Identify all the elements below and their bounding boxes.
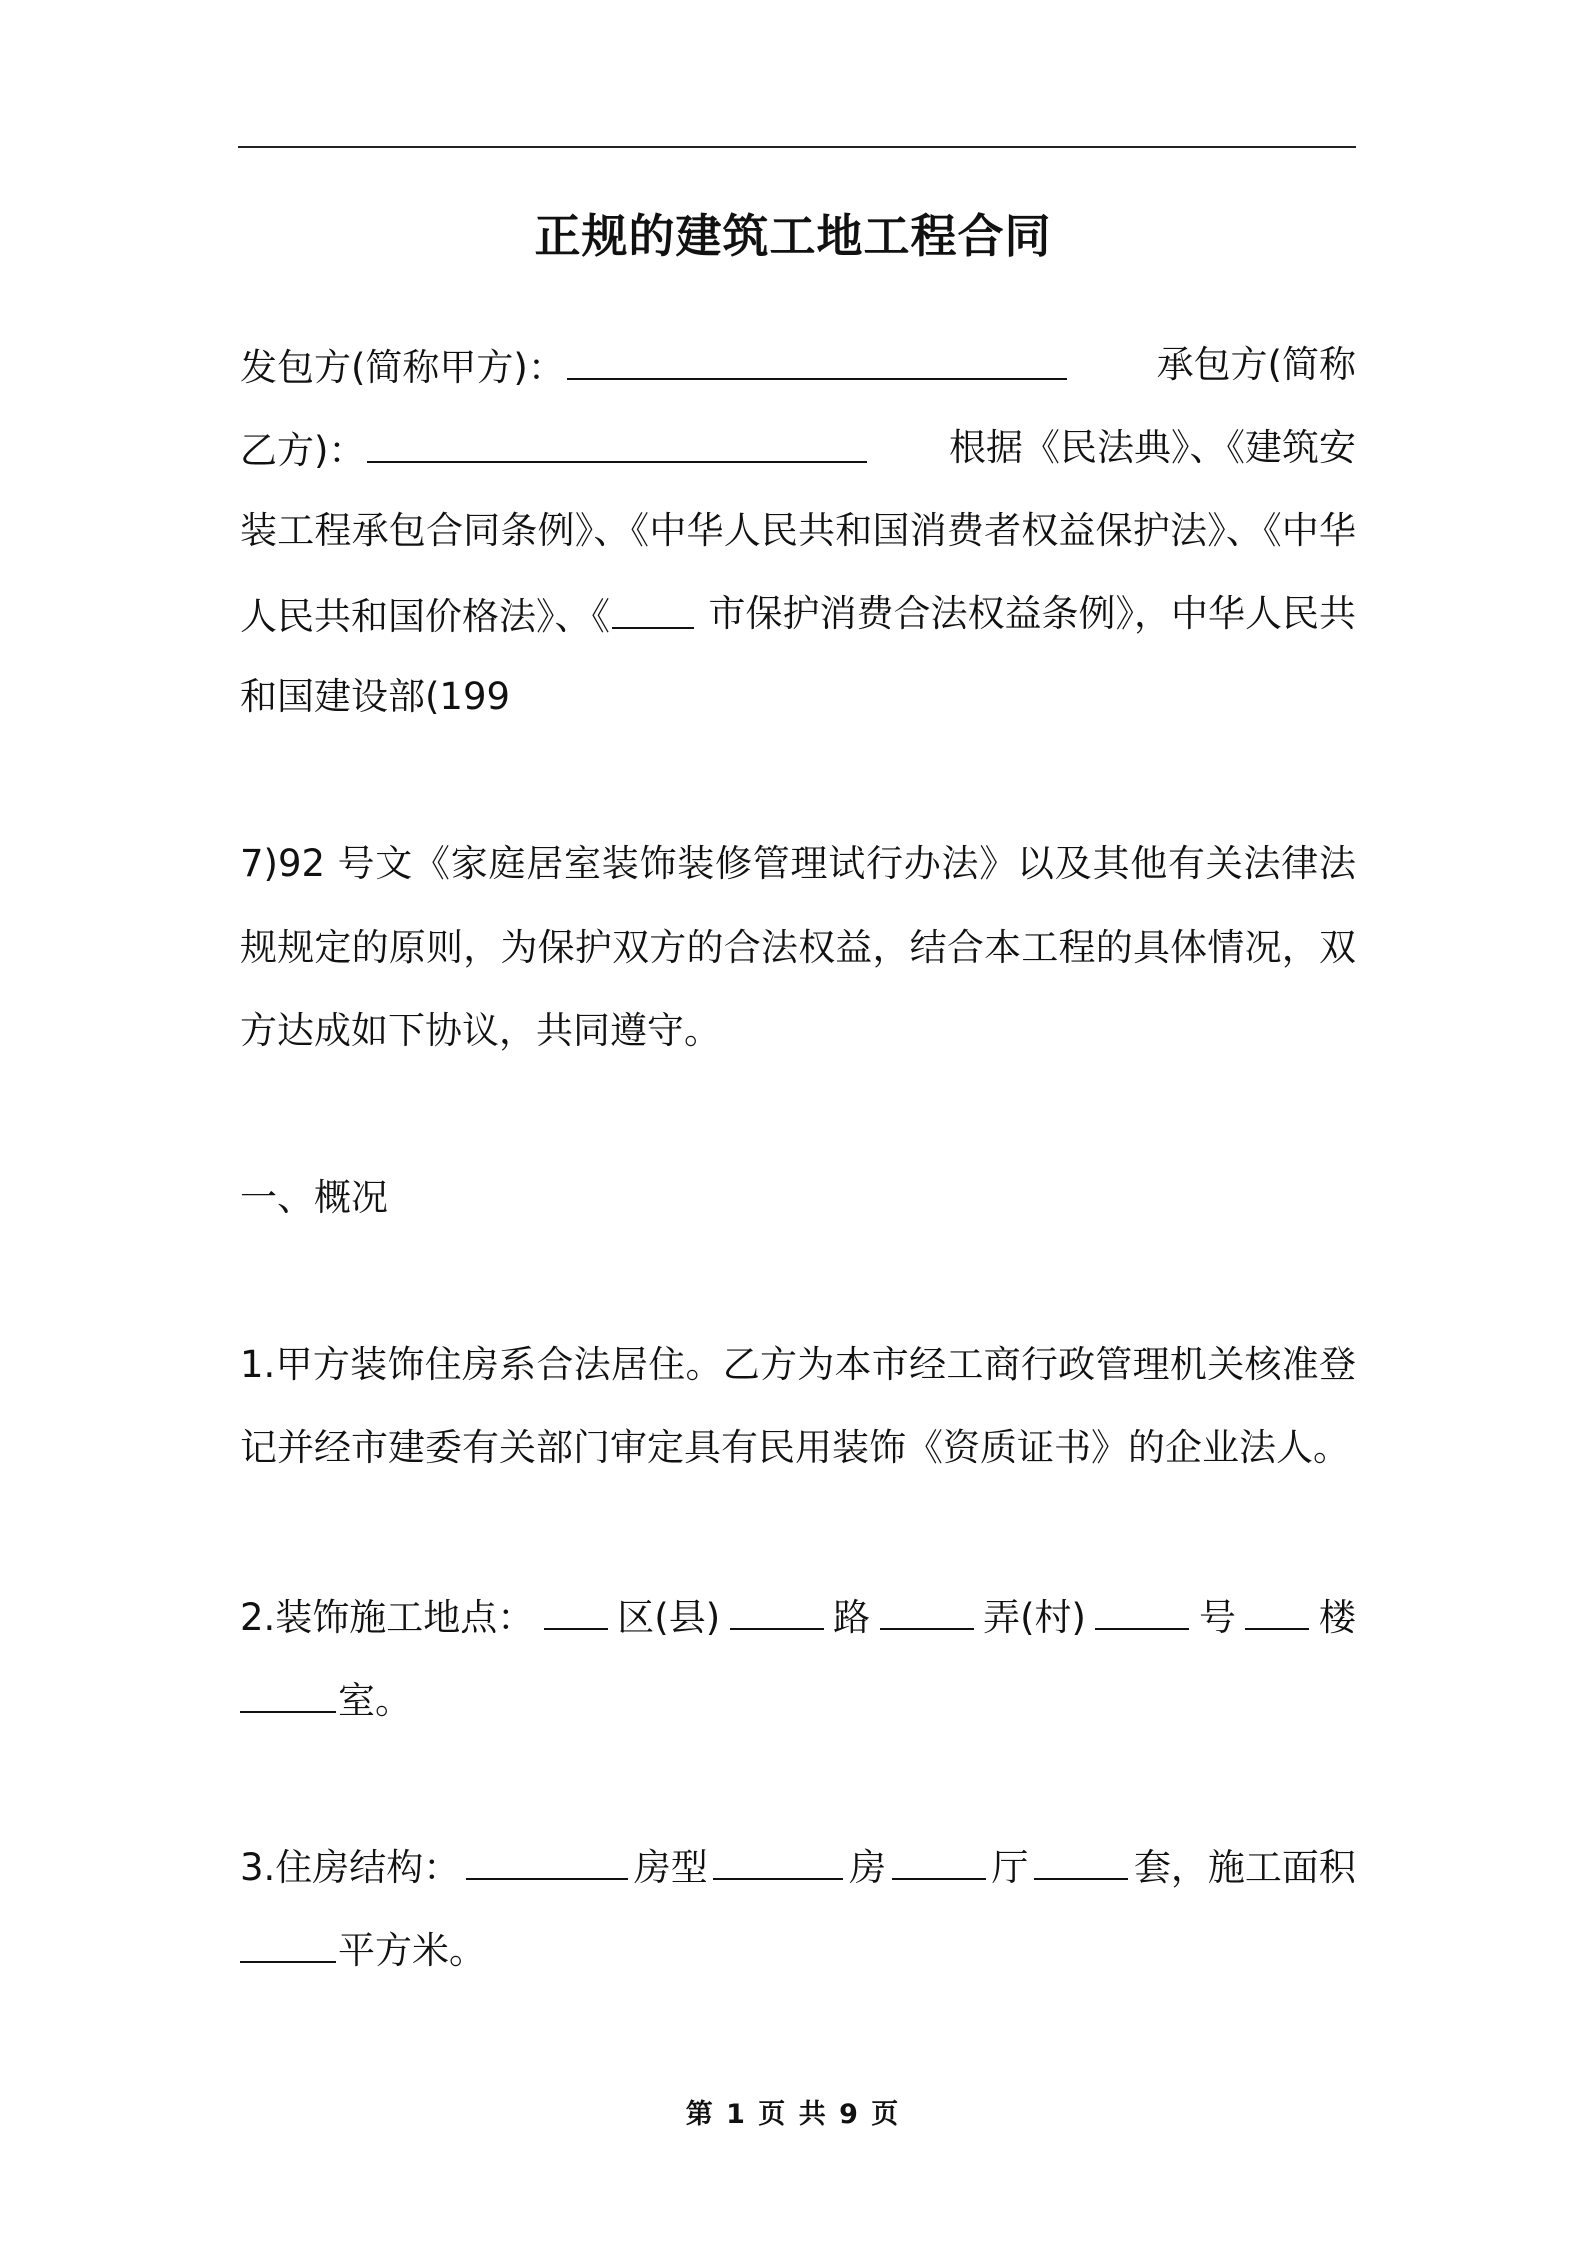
item-2-number: 号 <box>1198 1596 1236 1639</box>
item-1-line-1: 1.甲方装饰住房系合法居住。乙方为本市经工商行政管理机关核准登 <box>240 1343 1356 1386</box>
structure-blank <box>466 1840 628 1880</box>
item-3-type: 房型 <box>633 1846 708 1889</box>
lane-blank <box>880 1590 974 1630</box>
item-2-lane: 弄(村) <box>983 1596 1086 1639</box>
item-2-prefix: 2.装饰施工地点： <box>240 1596 535 1639</box>
header-rule <box>238 146 1356 148</box>
preamble-line-2 <box>240 423 1356 476</box>
document-title: 正规的建筑工地工程合同 <box>534 209 1052 263</box>
item-3-rooms: 房 <box>849 1846 887 1889</box>
item-2-line-2 <box>240 1673 1356 1726</box>
preamble-line-3: 装工程承包合同条例》、《中华人民共和国消费者权益保护法》、《中华 <box>240 509 1356 552</box>
item-3-unit: 平方米。 <box>338 1929 486 1972</box>
continuation-line-2: 规规定的原则，为保护双方的合法权益，结合本工程的具体情况，双 <box>240 926 1356 969</box>
party-a-blank <box>567 340 1067 380</box>
section-heading-overview: 一、概况 <box>240 1176 388 1219</box>
preamble-l4-b: 市保护消费合法权益条例》，中华人民共 <box>708 592 1356 635</box>
item-2-district: 区(县) <box>617 1596 721 1639</box>
item-2-building: 楼 <box>1318 1596 1356 1639</box>
type-blank <box>713 1840 843 1880</box>
item-3-line-1 <box>240 1840 1356 1893</box>
party-a-label: 发包方(简称甲方)： <box>240 346 565 389</box>
item-3-suite: 套，施工面积 <box>1133 1846 1356 1889</box>
item-2-room: 室。 <box>338 1679 412 1722</box>
preamble-line-1 <box>240 340 1356 393</box>
preamble-line-4 <box>240 589 1356 642</box>
item-3-halls: 厅 <box>991 1846 1029 1889</box>
preamble-l4-a: 人民共和国价格法》、《 <box>240 595 610 638</box>
item-2-road: 路 <box>833 1596 871 1639</box>
continuation-line-1: 7)92 号文《家庭居室装饰装修管理试行办法》以及其他有关法律法 <box>240 842 1356 885</box>
room-blank <box>240 1673 336 1713</box>
party-b-blank <box>367 423 867 463</box>
road-blank <box>730 1590 824 1630</box>
city-blank <box>612 589 694 629</box>
item-1-line-2: 记并经市建委有关部门审定具有民用装饰《资质证书》的企业法人。 <box>240 1426 1350 1469</box>
page-number: 第 1 页 共 9 页 <box>685 2099 901 2130</box>
party-b-label-end: 乙方)： <box>240 429 366 472</box>
number-blank <box>1095 1590 1189 1630</box>
rooms-blank <box>892 1840 986 1880</box>
item-3-line-2 <box>240 1923 1356 1976</box>
area-blank <box>240 1923 336 1963</box>
building-blank <box>1245 1590 1309 1630</box>
halls-blank <box>1034 1840 1128 1880</box>
preamble-basis-start: 根据《民法典》、《建筑安 <box>949 426 1356 469</box>
item-2-line-1 <box>240 1590 1356 1643</box>
item-3-prefix: 3.住房结构： <box>240 1846 461 1889</box>
continuation-line-3: 方达成如下协议，共同遵守。 <box>240 1009 721 1052</box>
preamble-line-5: 和国建设部(199 <box>240 675 511 718</box>
district-blank <box>544 1590 608 1630</box>
party-b-label-start: 承包方(简称 <box>1156 343 1356 386</box>
